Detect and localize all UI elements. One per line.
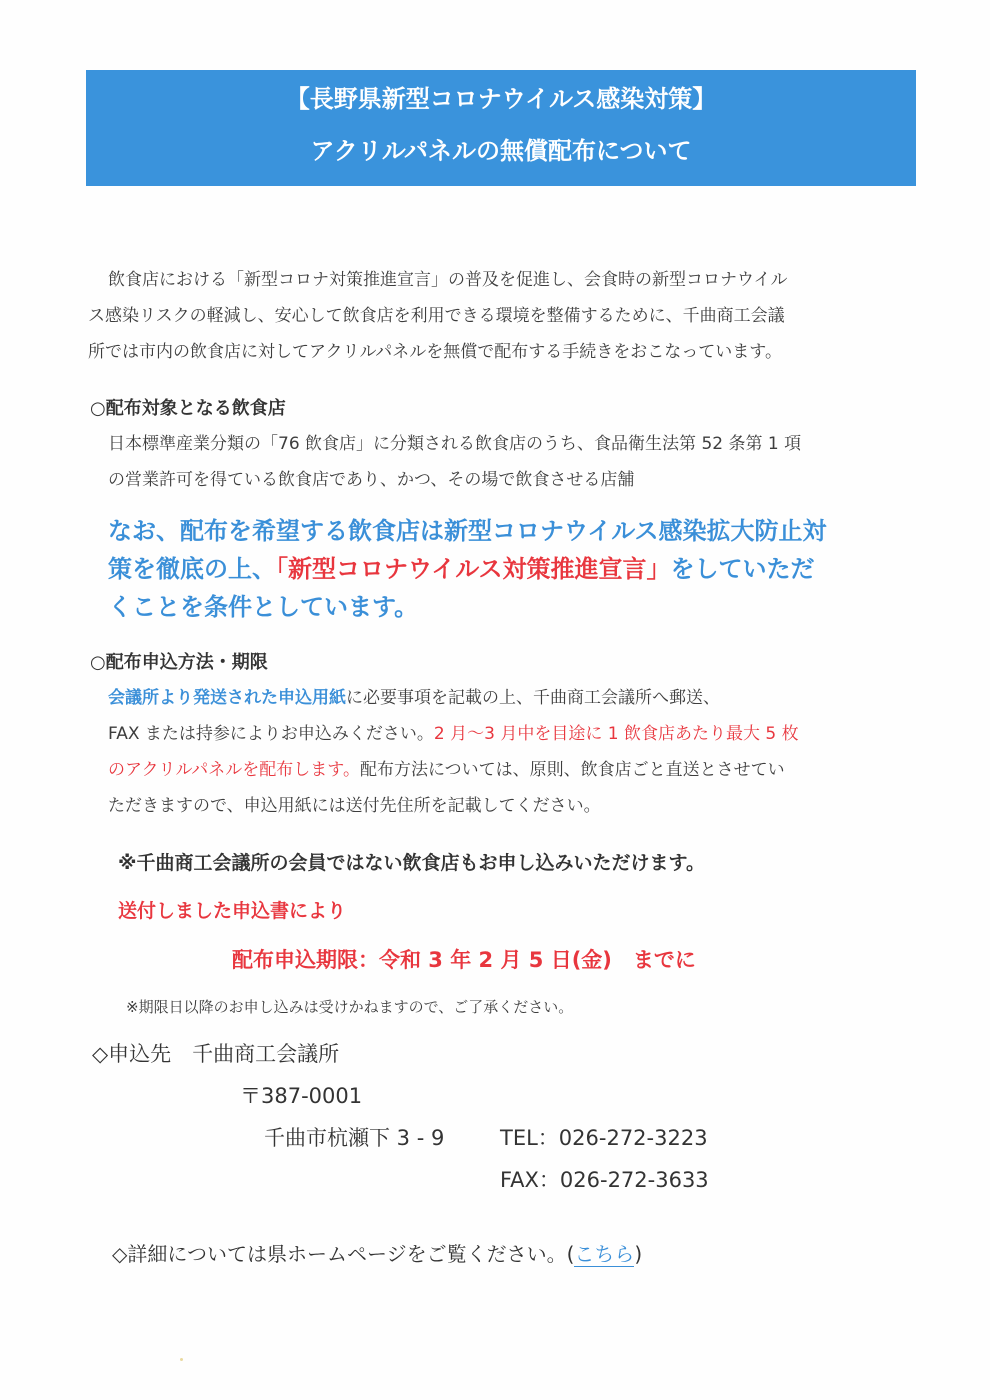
declaration-highlight: 「新型コロナウイルス対策推進宣言」 bbox=[276, 555, 671, 583]
contact-label: ◇申込先 千曲商工会議所 bbox=[92, 1042, 340, 1066]
condition-notice bbox=[108, 512, 827, 626]
method-line-2 bbox=[108, 716, 799, 752]
target-description bbox=[108, 426, 801, 498]
notice-line-1: なお、配布を希望する飲食店は新型コロナウイルス感染拡大防止対 bbox=[108, 517, 827, 545]
application-form-highlight: 会議所より発送された申込用紙 bbox=[108, 688, 346, 708]
method-line-3 bbox=[108, 752, 799, 788]
target-line-2: の営業許可を得ている飲食店であり、かつ、その場で飲食させる店舗 bbox=[108, 470, 635, 490]
details-note bbox=[112, 1238, 642, 1267]
intro-line-1: 飲食店における「新型コロナ対策推進宣言」の普及を促進し、会食時の新型コロナウイル bbox=[108, 270, 788, 290]
target-section-title: ○配布対象となる飲食店 bbox=[90, 398, 286, 419]
title-line-2: アクリルパネルの無償配布について bbox=[310, 137, 692, 165]
deadline: 配布申込期限：令和 3 年 2 月 5 日(金) までに bbox=[232, 948, 696, 972]
paper-speck bbox=[180, 1358, 183, 1361]
fax-number: FAX：026-272-3633 bbox=[500, 1168, 709, 1192]
method-description bbox=[108, 680, 799, 824]
late-application-note: ※期限日以降のお申し込みは受けかねますので、ご了承ください。 bbox=[126, 998, 574, 1016]
title-line-1: 【長野県新型コロナウイルス感染対策】 bbox=[285, 85, 717, 113]
postal-code: 〒387-0001 bbox=[240, 1084, 363, 1108]
address: 千曲市杭瀬下 3 - 9 bbox=[264, 1126, 445, 1150]
distribution-period-highlight: 2 月～3 月中を目途に 1 飲食店あたり最大 5 枚 bbox=[433, 724, 799, 744]
notice-line-2-start: 策を徹底の上、 bbox=[108, 555, 276, 583]
method-line-2-start: FAX または持参によりお申込みください。 bbox=[108, 724, 434, 744]
intro-line-3: 所では市内の飲食店に対してアクリルパネルを無償で配布する手続きをおこなっています。 bbox=[88, 342, 782, 362]
method-line-3-rest: 配布方法については、原則、飲食店ごと直送とさせてい bbox=[359, 760, 785, 780]
distribution-highlight: のアクリルパネルを配布します。 bbox=[108, 760, 360, 780]
intro-line-2: ス感染リスクの軽減し、安心して飲食店を利用できる環境を整備するために、千曲商工会議 bbox=[88, 306, 785, 326]
details-close: ) bbox=[634, 1242, 643, 1266]
sent-form-note: 送付しました申込書により bbox=[118, 900, 347, 922]
method-section-title: ○配布申込方法・期限 bbox=[90, 652, 268, 673]
target-line-1: 日本標準産業分類の「76 飲食店」に分類される飲食店のうち、食品衛生法第 52 条第 1 項 bbox=[108, 434, 802, 454]
method-line-4: ただきますので、申込用紙には送付先住所を記載してください。 bbox=[108, 796, 601, 816]
title-banner bbox=[86, 70, 916, 186]
method-line-1-rest: に必要事項を記載の上、千曲商工会議所へ郵送、 bbox=[346, 688, 720, 708]
intro-paragraph bbox=[88, 262, 788, 370]
details-link[interactable]: こちら bbox=[574, 1242, 635, 1266]
phone-number: TEL：026-272-3223 bbox=[500, 1126, 708, 1150]
non-member-note: ※千曲商工会議所の会員ではない飲食店もお申し込みいただけます。 bbox=[118, 852, 705, 874]
notice-line-2 bbox=[108, 550, 827, 588]
details-text: ◇詳細については県ホームページをご覧ください。( bbox=[112, 1242, 575, 1266]
notice-line-3: くことを条件としています。 bbox=[108, 593, 419, 621]
notice-line-2-end: をしていただ bbox=[670, 555, 815, 583]
method-line-1 bbox=[108, 680, 799, 716]
